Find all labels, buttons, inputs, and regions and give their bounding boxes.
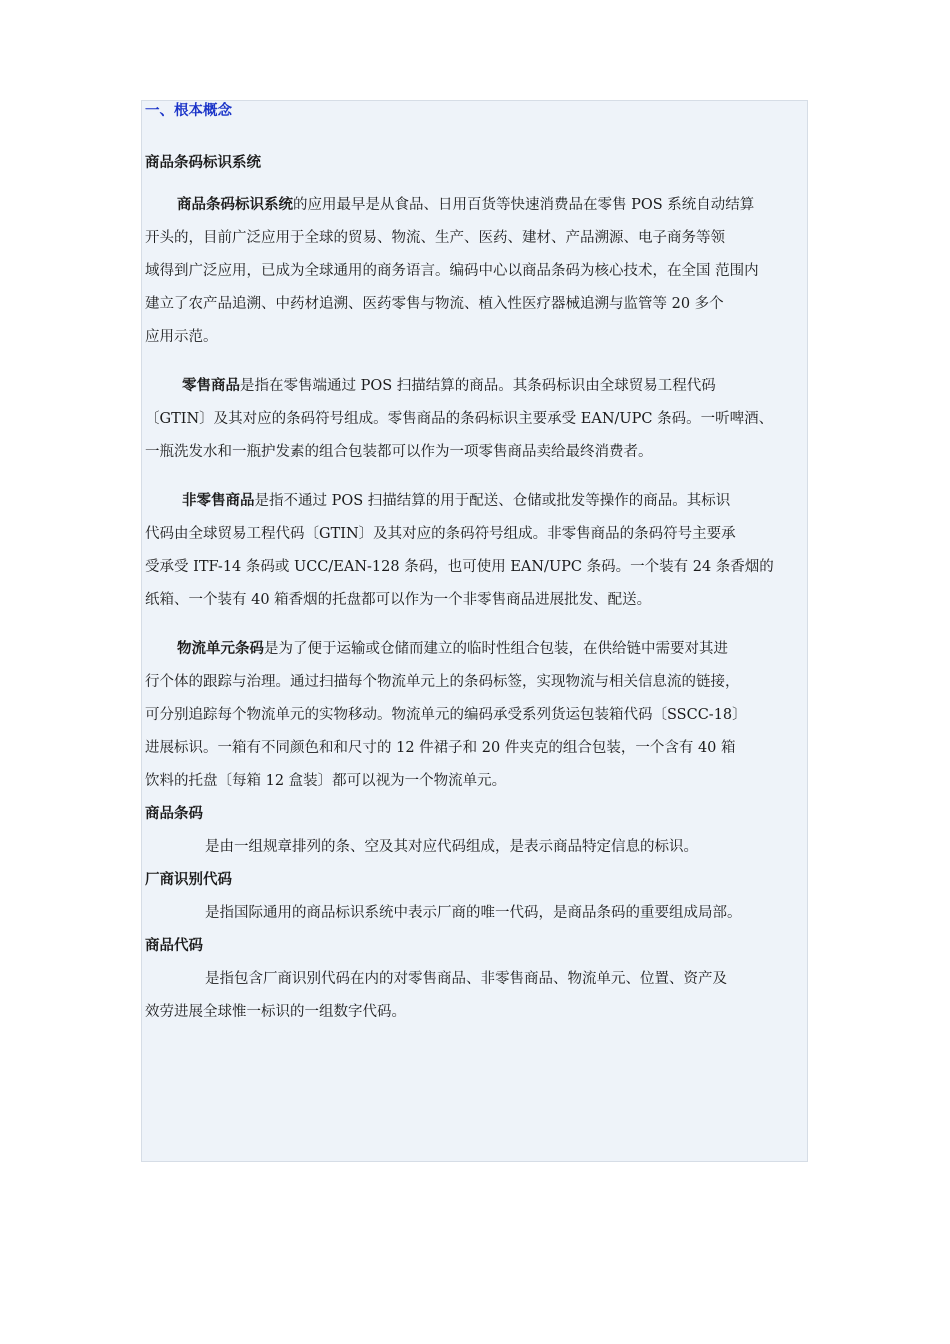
paragraph-line: 是指不通过 POS 扫描结算的用于配送、仓储或批发等操作的商品。其标识 (254, 493, 731, 509)
paragraph-line: 是指在零售端通过 POS 扫描结算的商品。其条码标识由全球贸易工程代码 (240, 378, 716, 394)
paragraph-line: 域得到广泛应用，已成为全球通用的商务语言。编码中心以商品条码为核心技术，在全国 范围内 (145, 263, 759, 279)
definition-line: 是指包含厂商识别代码在内的对零售商品、非零售商品、物流单元、位置、资产及 (205, 971, 727, 987)
paragraph-barcode-system (145, 189, 820, 354)
paragraph-logistics-unit (145, 633, 820, 798)
paragraph-line: 建立了农产品追溯、中药材追溯、医药零售与物流、植入性医疗器械追溯与监管等 20 多个 (145, 296, 724, 312)
definition-line: 效劳进展全球惟一标识的一组数字代码。 (145, 1004, 406, 1020)
paragraph-line: 开头的，目前广泛应用于全球的贸易、物流、生产、医药、建材、产品溯源、电子商务等领 (145, 230, 725, 246)
term: 零售商品 (182, 378, 240, 394)
definition-title: 商品条码 (145, 806, 203, 822)
paragraph-line: 行个体的跟踪与治理。通过扫描每个物流单元上的条码标签，实现物流与相关信息流的链接， (145, 674, 740, 690)
section-title: 一、根本概念 (145, 103, 232, 119)
paragraph-line: 纸箱、一个装有 40 箱香烟的托盘都可以作为一个非零售商品进展批发、配送。 (145, 592, 652, 608)
paragraph-line: 〔GTIN〕及其对应的条码符号组成。零售商品的条码标识主要承受 EAN/UPC 条码。一听啤酒、 (145, 411, 774, 427)
paragraph-line: 进展标识。一箱有不同颜色和和尺寸的 12 件裙子和 20 件夹克的组合包装，一个含有 40 箱 (145, 740, 736, 756)
paragraph-retail-goods (145, 370, 820, 469)
paragraph-line: 是为了便于运输或仓储而建立的临时性组合包装，在供给链中需要对其进 (264, 641, 728, 657)
definition-line: 是指国际通用的商品标识系统中表示厂商的唯一代码，是商品条码的重要组成局部。 (205, 905, 742, 921)
paragraph-line: 饮料的托盘〔每箱 12 盒装〕都可以视为一个物流单元。 (145, 773, 507, 789)
document-body (145, 100, 820, 1029)
term: 商品条码标识系统 (177, 197, 293, 213)
definition-line: 是由一组规章排列的条、空及其对应代码组成，是表示商品特定信息的标识。 (205, 839, 698, 855)
definition-title: 商品代码 (145, 938, 203, 954)
definition-title: 厂商识别代码 (145, 872, 232, 888)
paragraph-non-retail-goods (145, 485, 820, 617)
term: 非零售商品 (182, 493, 255, 509)
paragraph-line: 应用示范。 (145, 329, 218, 345)
paragraph-line: 可分别追踪每个物流单元的实物移动。物流单元的编码承受系列货运包装箱代码〔SSCC-18〕 (145, 707, 747, 723)
paragraph-line: 一瓶洗发水和一瓶护发素的组合包装都可以作为一项零售商品卖给最终消费者。 (145, 444, 653, 460)
term: 物流单元条码 (177, 641, 264, 657)
paragraph-line: 代码由全球贸易工程代码〔GTIN〕及其对应的条码符号组成。非零售商品的条码符号主要承 (145, 526, 736, 542)
paragraph-line: 的应用最早是从食品、日用百货等快速消费品在零售 POS 系统自动结算 (293, 197, 755, 213)
subheading: 商品条码标识系统 (145, 155, 261, 171)
paragraph-line: 受承受 ITF-14 条码或 UCC/EAN-128 条码，也可使用 EAN/UPC 条码。一个装有 24 条香烟的 (145, 559, 774, 575)
